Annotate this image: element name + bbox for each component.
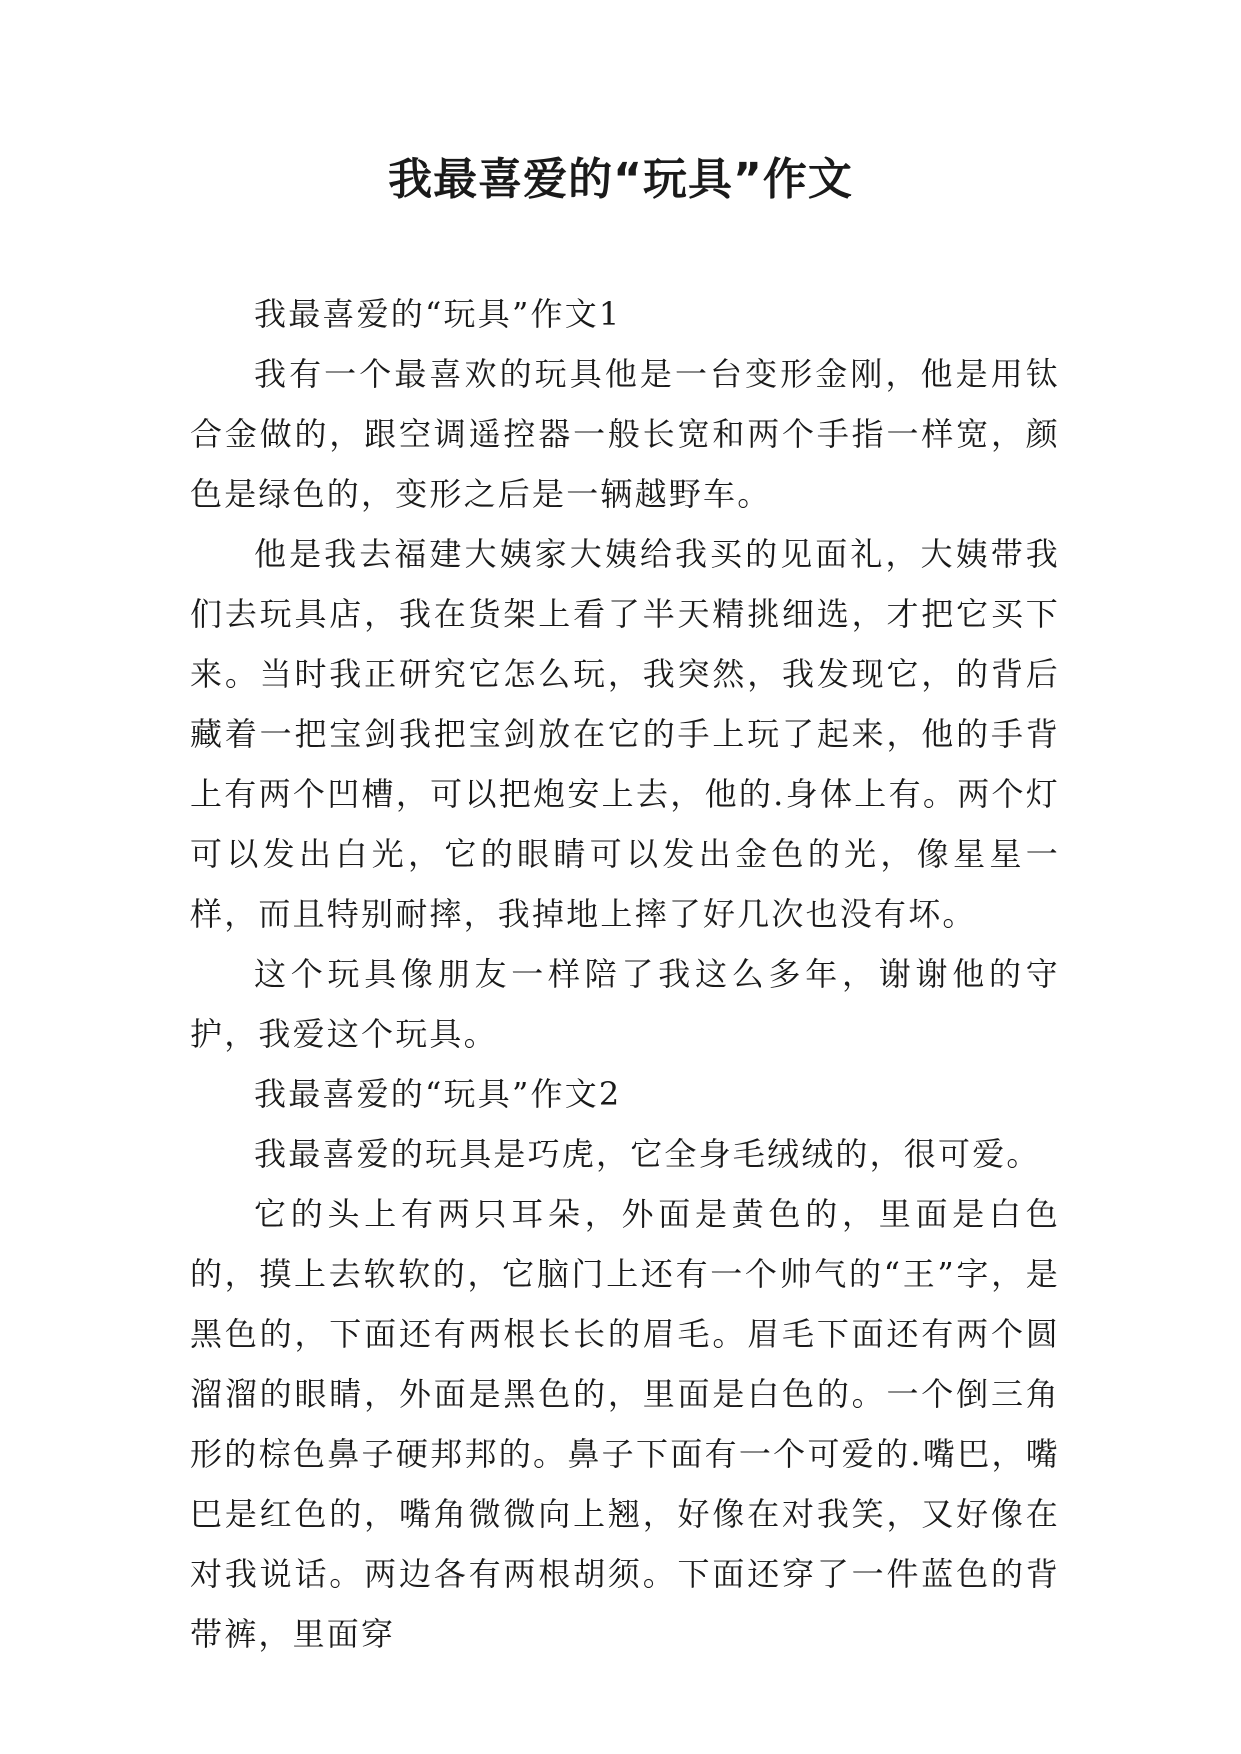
paragraph: 他是我去福建大姨家大姨给我买的见面礼，大姨带我们去玩具店，我在货架上看了半天精挑细选，才把它买下来。当时我正研究它怎么玩，我突然，我发现它，的背后藏着一把宝剑我把宝剑放在它的手上玩了起来，他的手背上有两个凹槽，可以把炮安上去，他的.身体上有。两个灯可以发出白光，它的眼睛可以发出金色的光，像星星一样，而且特别耐摔，我掉地上摔了好几次也没有坏。 <box>190 535 1060 933</box>
document-title: 我最喜爱的“玩具”作文 <box>388 154 853 205</box>
paragraph: 我有一个最喜欢的玩具他是一台变形金刚，他是用钛合金做的，跟空调遥控器一般长宽和两个手指一样宽，颜色是绿色的，变形之后是一辆越野车。 <box>190 355 1060 513</box>
section-heading-1: 我最喜爱的“玩具”作文1 <box>254 295 622 333</box>
paragraph: 我最喜爱的玩具是巧虎，它全身毛绒绒的，很可爱。 <box>254 1135 1041 1173</box>
paragraph: 这个玩具像朋友一样陪了我这么多年，谢谢他的守护，我爱这个玩具。 <box>190 955 1060 1053</box>
section-heading-2: 我最喜爱的“玩具”作文2 <box>254 1075 622 1113</box>
paragraph: 它的头上有两只耳朵，外面是黄色的，里面是白色的，摸上去软软的，它脑门上还有一个帅气的“王”字，是黑色的，下面还有两根长长的眉毛。眉毛下面还有两个圆溜溜的眼睛，外面是黑色的，里面是白色的。一个倒三角形的棕色鼻子硬邦邦的。鼻子下面有一个可爱的.嘴巴，嘴巴是红色的，嘴角微微向上翘，好像在对我笑，又好像在对我说话。两边各有两根胡须。下面还穿了一件蓝色的背带裤，里面穿 <box>190 1195 1060 1653</box>
document-body <box>190 284 1060 1664</box>
